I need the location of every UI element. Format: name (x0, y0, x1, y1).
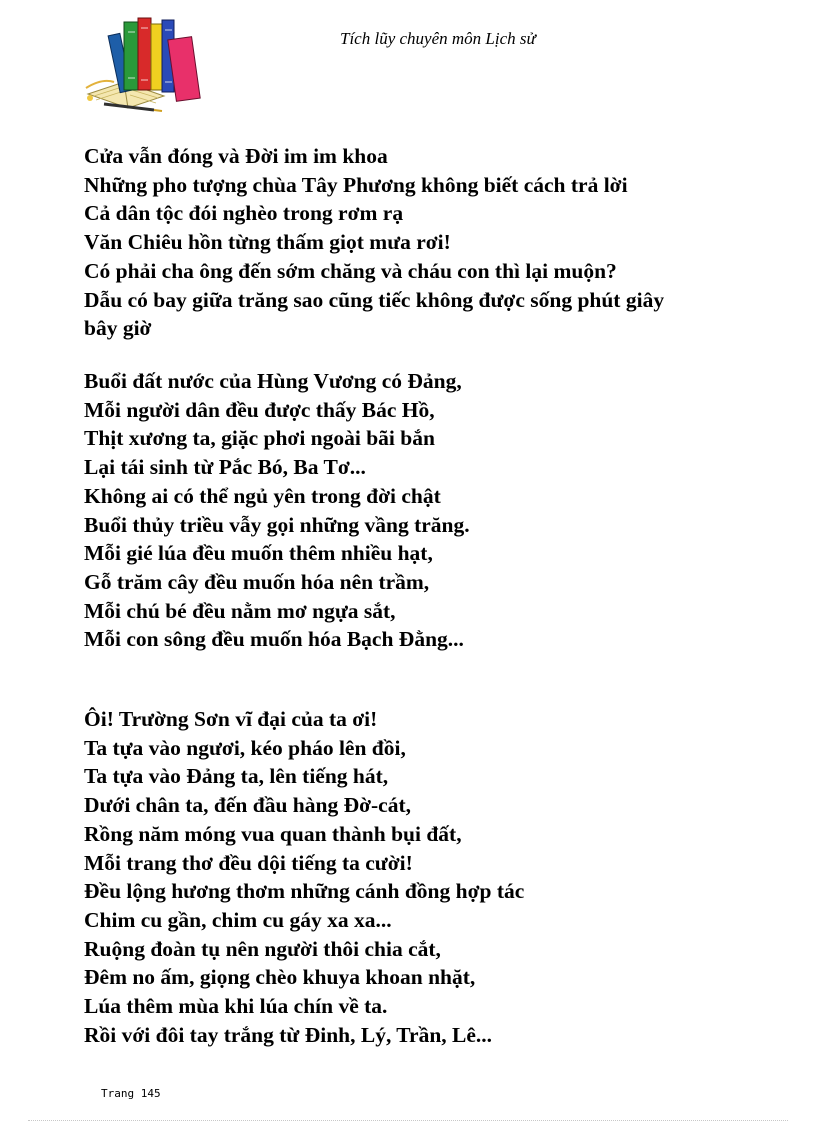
poem-line: Lại tái sinh từ Pắc Bó, Ba Tơ... (84, 455, 366, 480)
poem-line: Chim cu gần, chim cu gáy xa xa... (84, 907, 392, 932)
poem-line: Không ai có thể ngủ yên trong đời chật (84, 483, 441, 508)
poem-line: Đêm no ấm, giọng chèo khuya khoan nhặt, (84, 965, 476, 990)
poem-stanza (84, 142, 664, 343)
poem-line: Rồi với đôi tay trắng từ Đinh, Lý, Trần, Lê... (84, 1022, 493, 1047)
poem-line: Rồng năm móng vua quan thành bụi đất, (84, 821, 462, 846)
poem-line: Ta tựa vào ngươi, kéo pháo lên đồi, (84, 735, 406, 760)
poem-line: Có phải cha ông đến sớm chăng và cháu con thì lại muộn? (84, 258, 617, 283)
poem-line: Cả dân tộc đói nghèo trong rơm rạ (84, 201, 404, 226)
poem-line: bây giờ (84, 316, 152, 341)
poem-line: Dưới chân ta, đến đầu hàng Đờ-cát, (84, 793, 412, 818)
poem-line: Mỗi gié lúa đều muốn thêm nhiều hạt, (84, 541, 433, 566)
poem-stanza (84, 705, 524, 1049)
poem-line: Lúa thêm mùa khi lúa chín về ta. (84, 994, 388, 1019)
poem-line: Văn Chiêu hồn từng thấm giọt mưa rơi! (84, 230, 451, 255)
page-bottom-divider (28, 1120, 788, 1121)
poem-line: Đều lộng hương thơm những cánh đồng hợp tác (84, 879, 525, 904)
poem-line: Mỗi chú bé đều nằm mơ ngựa sắt, (84, 598, 396, 623)
poem-line: Buổi đất nước của Hùng Vương có Đảng, (84, 369, 462, 393)
poem-line: Gỗ trăm cây đều muốn hóa nên trầm, (84, 569, 430, 594)
poem-line: Ta tựa vào Đảng ta, lên tiếng hát, (84, 764, 389, 789)
poem-line: Ruộng đoàn tụ nên người thôi chia cắt, (84, 936, 441, 961)
header-title: Tích lũy chuyên môn Lịch sử (340, 29, 536, 48)
poem-line: Những pho tượng chùa Tây Phương không biết cách trả lời (84, 172, 628, 197)
poem-stanza (84, 367, 470, 654)
poem-line: Mỗi người dân đều được thấy Bác Hồ, (84, 397, 435, 422)
page-number: Trang 145 (101, 1087, 161, 1100)
poem-line: Buổi thủy triều vẫy gọi những vầng trăng. (84, 512, 470, 537)
poem-line: Mỗi trang thơ đều dội tiếng ta cười! (84, 850, 413, 875)
poem-line: Mỗi con sông đều muốn hóa Bạch Đằng... (84, 627, 464, 652)
poem-line: Dẫu có bay giữa trăng sao cũng tiếc không được sống phút giây (84, 287, 665, 312)
poem-line: Ôi! Trường Sơn vĩ đại của ta ơi! (84, 707, 378, 731)
books-icon (84, 12, 206, 112)
poem-line: Cửa vẫn đóng và Đời im im khoa (84, 144, 388, 168)
poem-line: Thịt xương ta, giặc phơi ngoài bãi bắn (84, 426, 435, 451)
